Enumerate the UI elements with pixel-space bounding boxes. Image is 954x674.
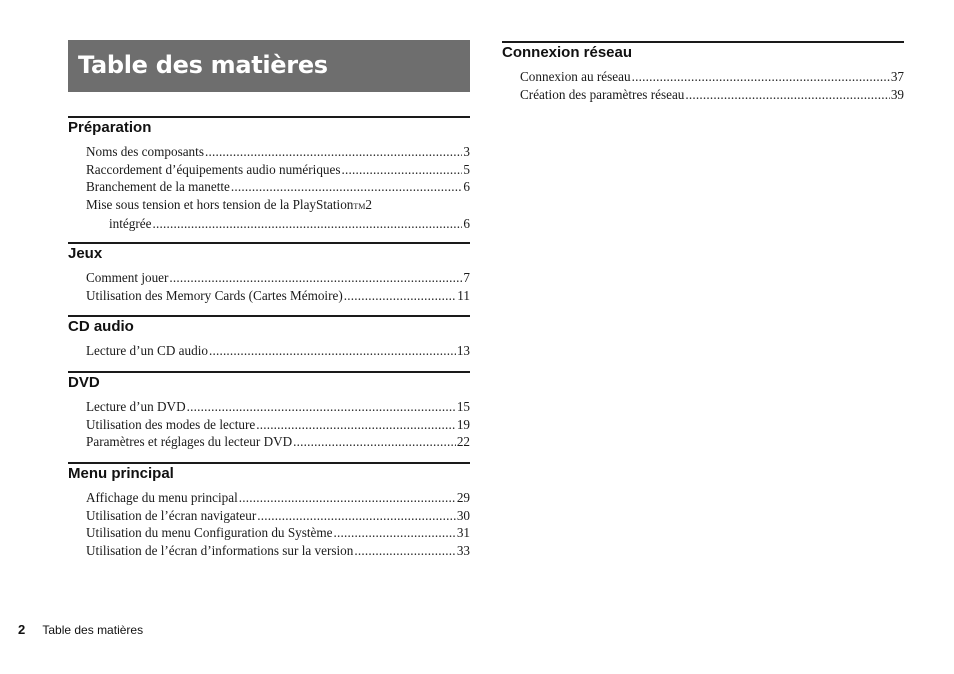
toc-entry[interactable] — [86, 433, 470, 451]
toc-entries — [68, 398, 470, 451]
toc-entry[interactable] — [86, 269, 470, 287]
section-cd-audio — [68, 315, 470, 360]
toc-entries — [502, 68, 904, 103]
entry-page: 7 — [463, 270, 470, 285]
entry-page: 6 — [463, 179, 470, 195]
entry-label: Paramètres et réglages du lecteur DVD — [86, 434, 293, 450]
entry-page: 33 — [456, 542, 470, 558]
entry-label-part: Mise sous tension et hors tension de la PlayStation — [86, 196, 354, 212]
entry-page: 11 — [457, 287, 470, 303]
entry-label: Utilisation de l’écran navigateur — [86, 507, 257, 523]
dot-leader — [169, 269, 462, 287]
entry-label: Connexion au réseau — [520, 69, 631, 84]
toc-entry[interactable] — [86, 161, 470, 179]
section-heading: Préparation — [68, 116, 470, 136]
dot-leader — [342, 161, 463, 179]
dot-leader — [205, 143, 462, 161]
title-banner — [68, 40, 470, 92]
entry-page: 37 — [890, 69, 904, 84]
entry-page: 6 — [463, 216, 470, 232]
dot-leader — [257, 507, 456, 525]
toc-entries — [68, 269, 470, 304]
page-footer — [18, 622, 143, 637]
section-heading: Connexion réseau — [502, 41, 904, 61]
entry-label: Utilisation de l’écran d’informations sur la version — [86, 542, 354, 558]
entry-page: 31 — [456, 525, 470, 541]
entry-page: 3 — [463, 144, 470, 159]
toc-entry[interactable] — [86, 178, 470, 196]
section-preparation — [68, 116, 470, 233]
dot-leader — [293, 433, 456, 451]
toc-entry[interactable] — [520, 68, 904, 86]
section-menu-principal — [68, 462, 470, 559]
dot-leader — [256, 416, 456, 434]
section-dvd — [68, 371, 470, 451]
toc-entries — [68, 489, 470, 559]
dot-leader — [354, 542, 455, 560]
section-connexion-reseau — [502, 41, 904, 103]
section-heading: DVD — [68, 371, 470, 391]
section-heading: CD audio — [68, 315, 470, 335]
section-heading: Jeux — [68, 242, 470, 262]
entry-page: 39 — [890, 86, 904, 102]
toc-entries — [68, 342, 470, 360]
dot-leader — [334, 524, 456, 542]
toc-entry[interactable] — [86, 416, 470, 434]
entry-label: Raccordement d’équipements audio numériques — [86, 161, 341, 177]
entry-page: 5 — [463, 161, 470, 177]
entry-label: Création des paramètres réseau — [520, 86, 685, 102]
entry-label: intégrée — [109, 216, 152, 232]
entry-label: Comment jouer — [86, 270, 169, 285]
entry-label: Lecture d’un CD audio — [86, 343, 208, 358]
dot-leader — [685, 86, 889, 104]
dot-leader — [231, 178, 463, 196]
toc-entry-multiline-first[interactable] — [86, 196, 470, 216]
section-jeux — [68, 242, 470, 304]
entry-page: 15 — [456, 399, 470, 414]
dot-leader — [344, 287, 457, 305]
entry-label — [86, 196, 372, 216]
page-title: Table des matières — [78, 51, 328, 79]
entry-page: 22 — [456, 434, 470, 450]
toc-entry[interactable] — [86, 524, 470, 542]
dot-leader — [187, 398, 456, 416]
dot-leader — [239, 489, 456, 507]
entry-label: Branchement de la manette — [86, 179, 230, 195]
page-number: 2 — [18, 622, 26, 637]
entry-label: Affichage du menu principal — [86, 490, 238, 505]
dot-leader — [209, 342, 456, 360]
toc-entry[interactable] — [86, 542, 470, 560]
entry-page: 19 — [456, 416, 470, 432]
entry-label-part: 2 — [365, 196, 372, 212]
toc-entry[interactable] — [86, 507, 470, 525]
dot-leader — [632, 68, 890, 86]
dot-leader — [152, 215, 462, 233]
entry-label: Lecture d’un DVD — [86, 399, 186, 414]
entry-page: 30 — [456, 507, 470, 523]
toc-entry[interactable] — [86, 143, 470, 161]
toc-entry[interactable] — [86, 489, 470, 507]
section-heading: Menu principal — [68, 462, 470, 482]
entry-label: Utilisation des modes de lecture — [86, 416, 256, 432]
toc-entries — [68, 143, 470, 233]
footer-label: Table des matières — [42, 623, 144, 637]
toc-entry-multiline-second[interactable] — [86, 215, 470, 233]
toc-entry[interactable] — [86, 287, 470, 305]
trademark-mark: TM — [353, 201, 366, 211]
toc-entry[interactable] — [520, 86, 904, 104]
entry-page: 29 — [456, 490, 470, 505]
entry-page: 13 — [456, 343, 470, 358]
toc-entry[interactable] — [86, 342, 470, 360]
entry-label: Noms des composants — [86, 144, 204, 159]
entry-label: Utilisation du menu Configuration du Système — [86, 525, 333, 541]
toc-entry[interactable] — [86, 398, 470, 416]
entry-label: Utilisation des Memory Cards (Cartes Mémoire) — [86, 287, 343, 303]
